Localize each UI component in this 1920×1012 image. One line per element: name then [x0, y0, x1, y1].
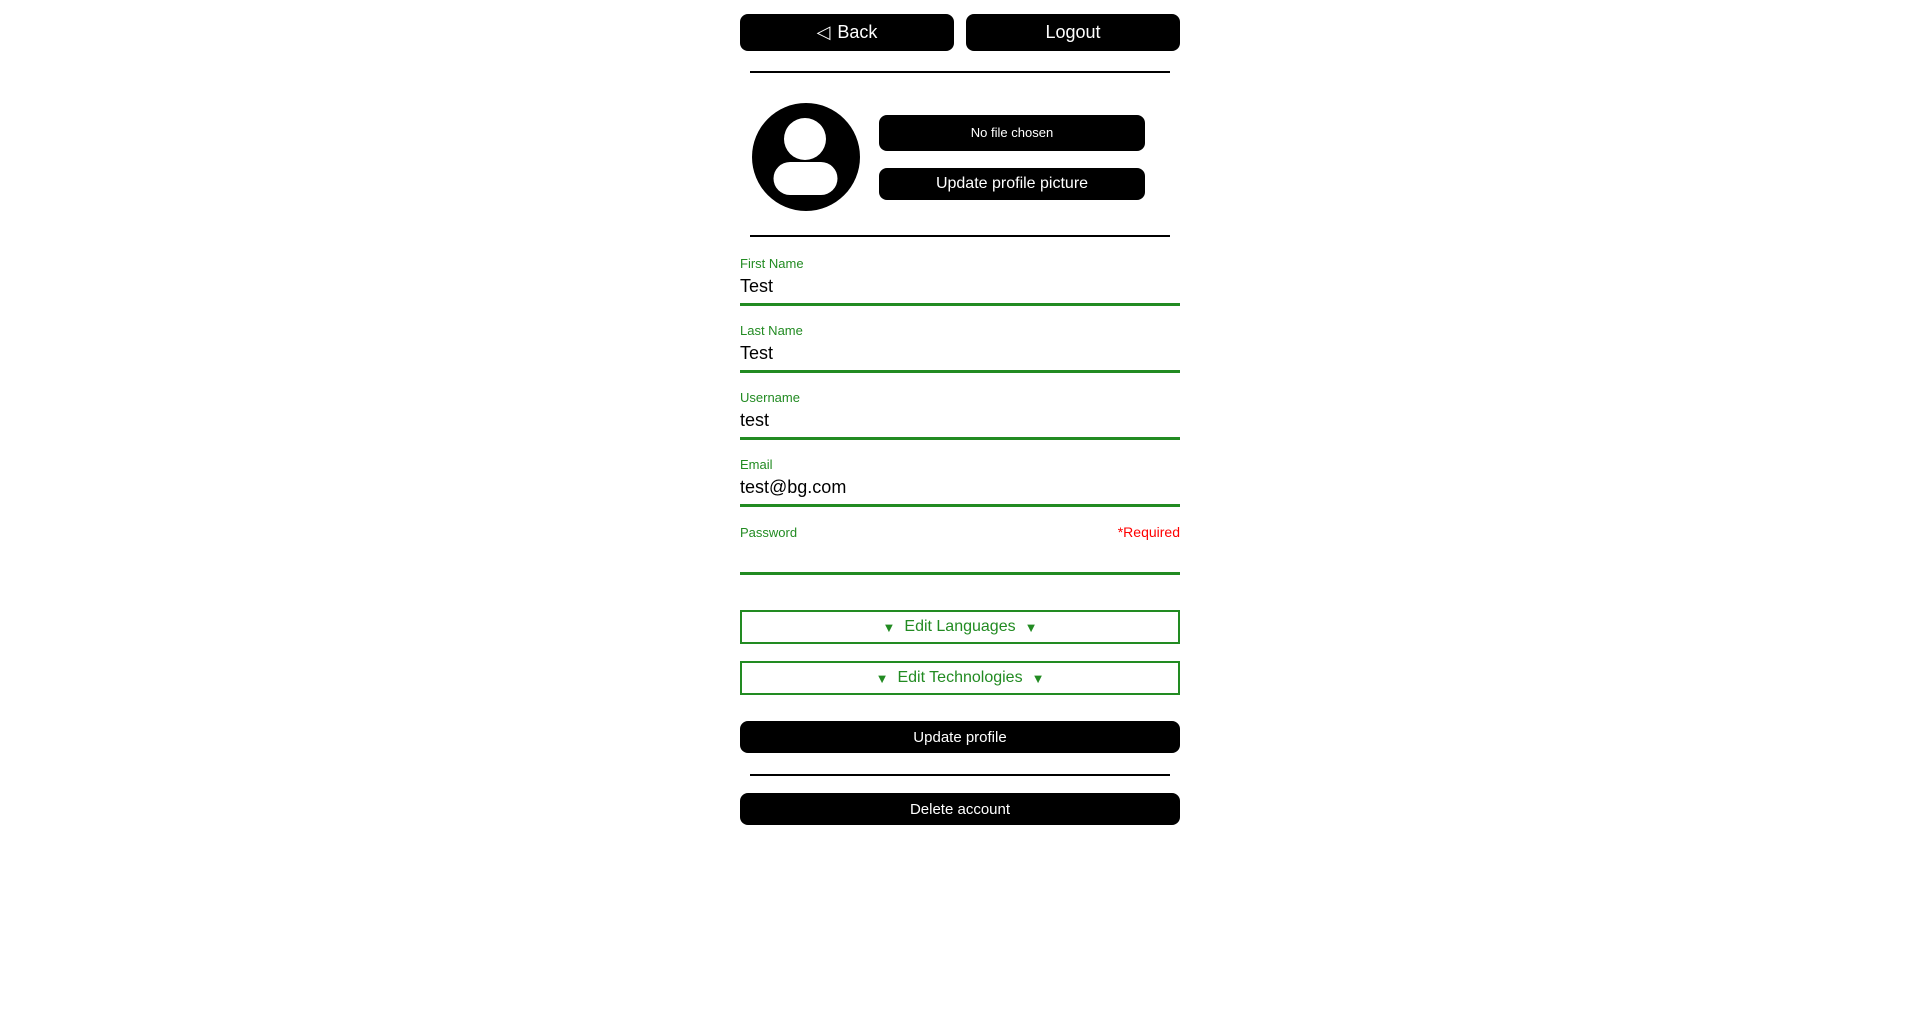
file-input-status: No file chosen: [970, 125, 1054, 140]
email-label: Email: [740, 457, 773, 472]
logout-button-label: Logout: [1045, 22, 1101, 42]
file-input-button[interactable]: [879, 115, 1145, 151]
first-name-input[interactable]: [740, 273, 1180, 306]
section-divider-top: [750, 71, 1170, 73]
edit-technologies-label: Edit Technologies: [897, 669, 1023, 686]
profile-page: [740, 0, 1180, 825]
update-profile-label: Update profile: [913, 728, 1007, 746]
last-name-field: [740, 323, 1180, 373]
update-picture-button[interactable]: [879, 168, 1145, 200]
section-divider-bottom: [750, 774, 1170, 776]
password-label: Password: [740, 525, 798, 540]
edit-languages-label: Edit Languages: [904, 618, 1016, 635]
header-bar: [740, 14, 1180, 51]
chevron-down-icon: ▼: [875, 670, 889, 686]
update-picture-label: Update profile picture: [935, 174, 1089, 192]
profile-form: [740, 256, 1180, 753]
delete-account-button[interactable]: [740, 793, 1180, 825]
edit-languages-toggle[interactable]: [740, 610, 1180, 644]
update-profile-button[interactable]: [740, 721, 1180, 753]
edit-technologies-toggle[interactable]: [740, 661, 1180, 695]
picture-buttons-group: [879, 115, 1145, 200]
password-input[interactable]: [740, 542, 1180, 575]
chevron-down-icon: ▼: [1024, 619, 1038, 635]
password-required-note: *Required: [1117, 524, 1180, 540]
first-name-label: First Name: [740, 256, 804, 271]
last-name-label: Last Name: [740, 323, 803, 338]
profile-picture-section: [740, 103, 1180, 211]
password-field: [740, 524, 1180, 575]
back-arrow-icon: ◁: [816, 22, 831, 42]
back-button-label: Back: [837, 22, 878, 42]
chevron-down-icon: ▼: [1031, 670, 1045, 686]
delete-account-label: Delete account: [909, 800, 1011, 818]
email-input[interactable]: [740, 474, 1180, 507]
section-divider-avatar: [750, 235, 1170, 237]
logout-button[interactable]: [966, 14, 1180, 51]
email-field: [740, 457, 1180, 507]
last-name-input[interactable]: [740, 340, 1180, 373]
person-avatar-icon: [752, 103, 860, 211]
back-button[interactable]: [740, 14, 954, 51]
username-label: Username: [740, 390, 800, 405]
username-field: [740, 390, 1180, 440]
first-name-field: [740, 256, 1180, 306]
chevron-down-icon: ▼: [882, 619, 896, 635]
username-input[interactable]: [740, 407, 1180, 440]
